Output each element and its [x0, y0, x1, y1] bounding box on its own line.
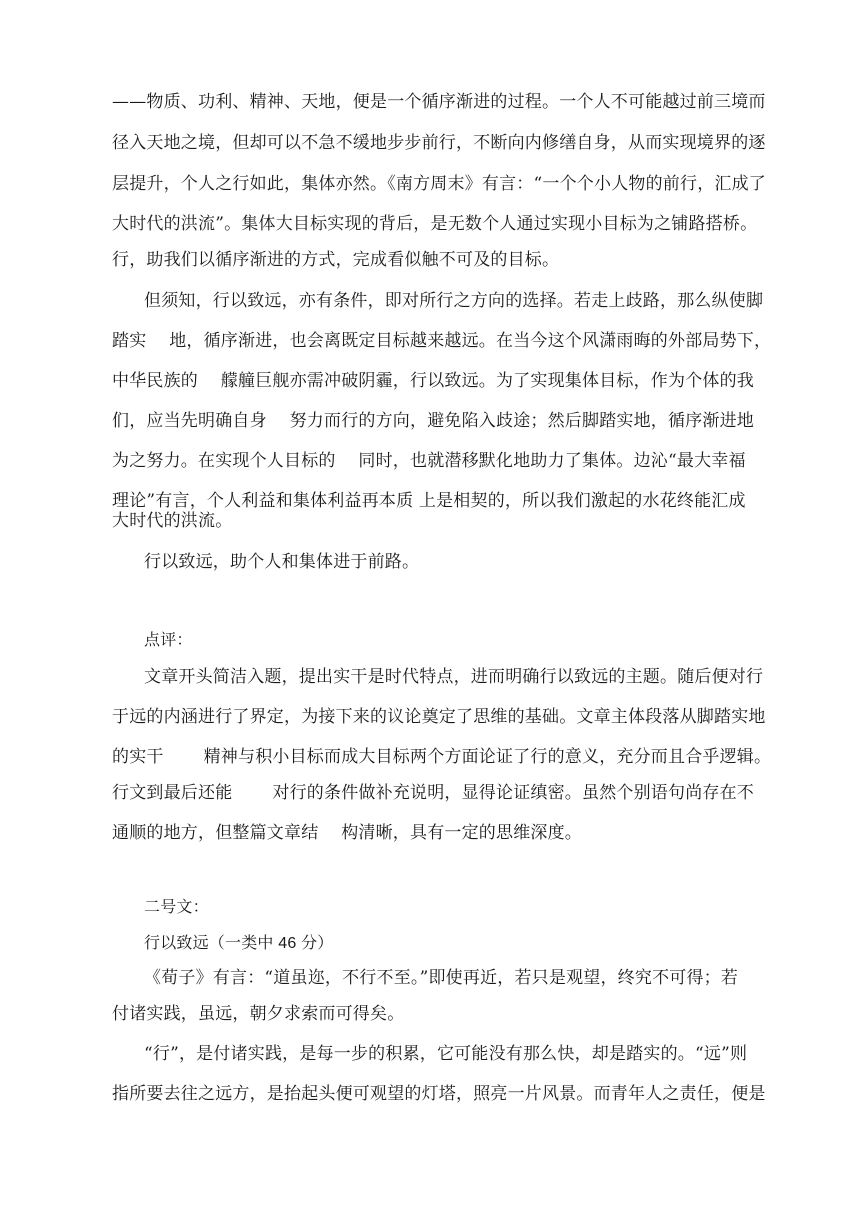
text-line: 通顺的地方，但整篇文章结 构清晰，具有一定的思维深度。 [112, 823, 583, 843]
text-line: 《荀子》有言：“道虽迩，不行不至。”即使再近，若只是观望，终究不可得；若 [144, 968, 739, 988]
text-line: 付诸实践，虽远，朝夕求索而可得矣。 [112, 1004, 405, 1024]
text-line: 踏实 地，循序渐进，也会离既定目标越来越远。在当今这个风潇雨晦的外部局势下， [112, 331, 772, 351]
text-line: 于远的内涵进行了界定，为接下来的议论奠定了思维的基础。文章主体段落从脚踏实地 [112, 707, 766, 727]
text-line: 指所要去往之远方，是抬起头便可观望的灯塔，照亮一片风景。而青年人之责任，便是 [112, 1084, 766, 1104]
text-line: 理论”有言，个人利益和集体利益再本质 上是相契的，所以我们激起的水花终能汇成 [112, 491, 746, 511]
text-line: ——物质、功利、精神、天地，便是一个循序渐进的过程。一个人不可能越过前三境而 [112, 92, 766, 112]
text-line: 文章开头简洁入题，提出实干是时代特点，进而明确行以致远的主题。随后便对行 [144, 667, 764, 687]
text-line: 行，助我们以循序渐进的方式，完成看似触不可及的目标。 [112, 250, 560, 270]
text-line: “行”，是付诸实践，是每一步的积累，它可能没有那么快，却是踏实的。“远”则 [144, 1044, 748, 1064]
text-line: 但须知，行以致远，亦有条件，即对所行之方向的选择。若走上歧路，那么纵使脚 [144, 291, 764, 311]
text-line: 的实干 精神与积小目标而成大目标两个方面论证了行的意义，充分而且合乎逻辑。 [112, 747, 772, 767]
text-line: 层提升，个人之行如此，集体亦然。《南方周末》有言：“一个个小人物的前行，汇成了 [112, 174, 766, 194]
section-label: 点评： [144, 632, 193, 649]
text-line: 行文到最后还能 对行的条件做补充说明，显得论证缜密。虽然个别语句尚存在不 [112, 783, 755, 803]
section-label: 二号文： [144, 899, 209, 916]
text-line: 径入天地之境，但却可以不急不缓地步步前行，不断向内修缮自身，从而实现境界的逐 [112, 133, 766, 153]
text-line: 为之努力。在实现个人目标的 同时，也就潜移默化地助力了集体。边沁“最大幸福 [112, 451, 746, 471]
text-line: 大时代的洪流。 [112, 511, 233, 531]
text-line: 行以致远，助个人和集体进于前路。 [144, 552, 420, 572]
text-line: 们，应当先明确自身 努力而行的方向，避免陷入歧途；然后脚踏实地，循序渐进地 [112, 411, 755, 431]
essay-title: 行以致远（一类中 46 分） [144, 935, 334, 952]
text-line: 中华民族的 艨艟巨舰亦需冲破阴霾，行以致远。为了实现集体目标，作为个体的我 [112, 371, 755, 391]
text-line: 大时代的洪流”。集体大目标实现的背后，是无数个人通过实现小目标为之铺路搭桥。 [112, 214, 758, 234]
